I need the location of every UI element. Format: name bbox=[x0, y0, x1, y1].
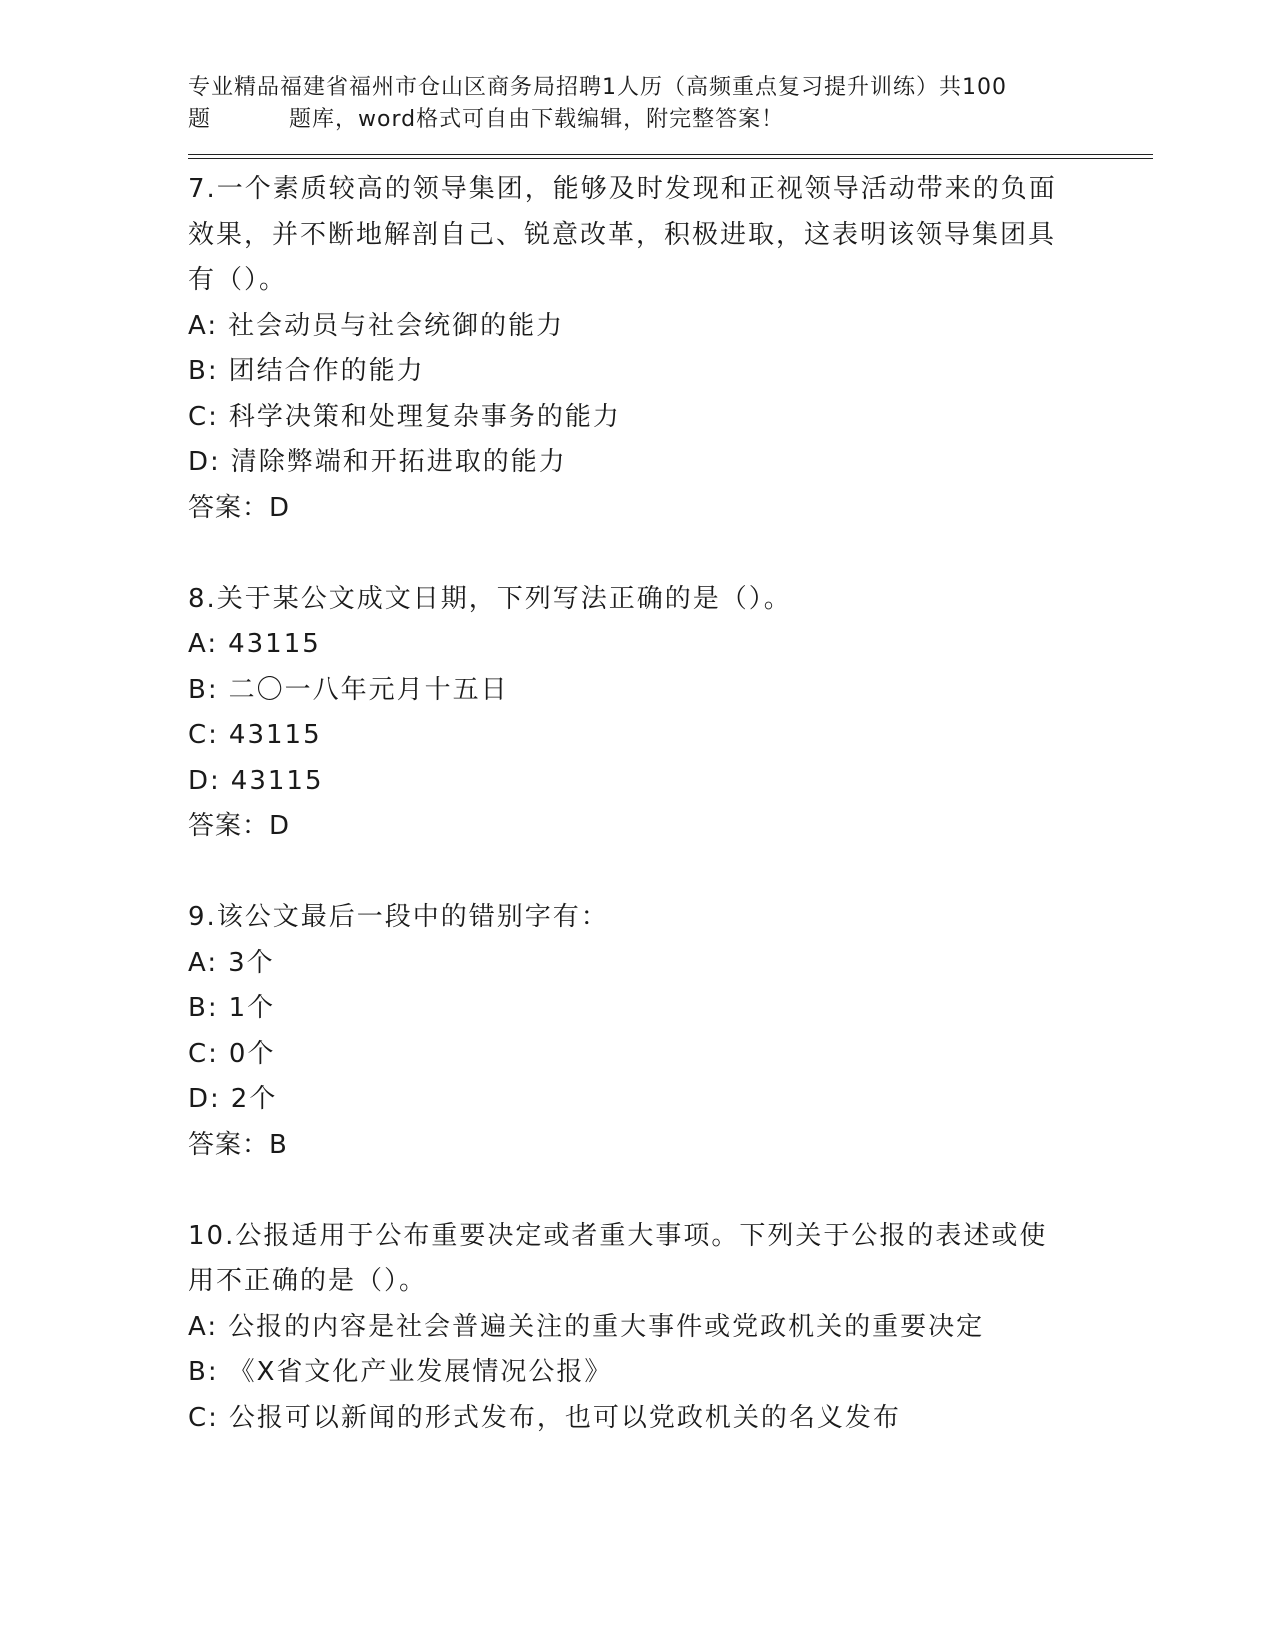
header-title: 专业精品福建省福州市仓山区商务局招聘1人历（高频重点复习提升训练）共100 bbox=[188, 75, 1007, 100]
header-line-1 bbox=[188, 72, 1148, 104]
answer-line: 答案：D bbox=[188, 492, 291, 523]
option-c: C: 0个 bbox=[188, 1038, 276, 1069]
header-subtitle: 题库，word格式可自由下载编辑，附完整答案！ bbox=[289, 107, 785, 132]
question-stem: 10.公报适用于公布重要决定或者重大事项。下列关于公报的表述或使用不正确的是（）。 bbox=[188, 1220, 1048, 1296]
option-b: B: 《X省文化产业发展情况公报》 bbox=[188, 1357, 613, 1387]
option-d: D: 清除弊端和开拓进取的能力 bbox=[188, 447, 567, 477]
document-page bbox=[188, 72, 1148, 1441]
header-divider bbox=[188, 154, 1153, 159]
option-d: D: 43115 bbox=[188, 765, 324, 796]
header-title-continued: 题 bbox=[188, 107, 212, 132]
option-d: D: 2个 bbox=[188, 1084, 278, 1114]
question-10 bbox=[188, 1214, 1148, 1442]
option-b: B: 1个 bbox=[188, 993, 276, 1023]
answer-line: 答案：D bbox=[188, 811, 291, 841]
header-line-2 bbox=[188, 104, 1148, 136]
option-a: A: 43115 bbox=[188, 629, 321, 659]
question-stem: 8.关于某公文成文日期，下列写法正确的是（）。 bbox=[188, 583, 792, 614]
option-c: C: 公报可以新闻的形式发布，也可以党政机关的名义发布 bbox=[188, 1402, 901, 1433]
question-8 bbox=[188, 577, 1148, 896]
question-9 bbox=[188, 895, 1148, 1214]
question-stem: 9.该公文最后一段中的错别字有： bbox=[188, 902, 609, 932]
option-a: A: 公报的内容是社会普遍关注的重大事件或党政机关的重要决定 bbox=[188, 1311, 985, 1342]
question-list bbox=[188, 167, 1148, 1441]
option-b: B: 二〇一八年元月十五日 bbox=[188, 674, 509, 705]
option-a: A: 社会动员与社会统御的能力 bbox=[188, 310, 565, 341]
option-c: C: 科学决策和处理复杂事务的能力 bbox=[188, 401, 621, 432]
question-7 bbox=[188, 167, 1148, 577]
option-c: C: 43115 bbox=[188, 720, 322, 750]
option-b: B: 团结合作的能力 bbox=[188, 356, 425, 386]
question-stem: 7.一个素质较高的领导集团，能够及时发现和正视领导活动带来的负面效果，并不断地解剖自己、锐意改革，积极进取，这表明该领导集团具有（）。 bbox=[188, 174, 1057, 295]
option-a: A: 3个 bbox=[188, 947, 275, 978]
answer-line: 答案：B bbox=[188, 1129, 288, 1160]
document-header bbox=[188, 72, 1148, 136]
